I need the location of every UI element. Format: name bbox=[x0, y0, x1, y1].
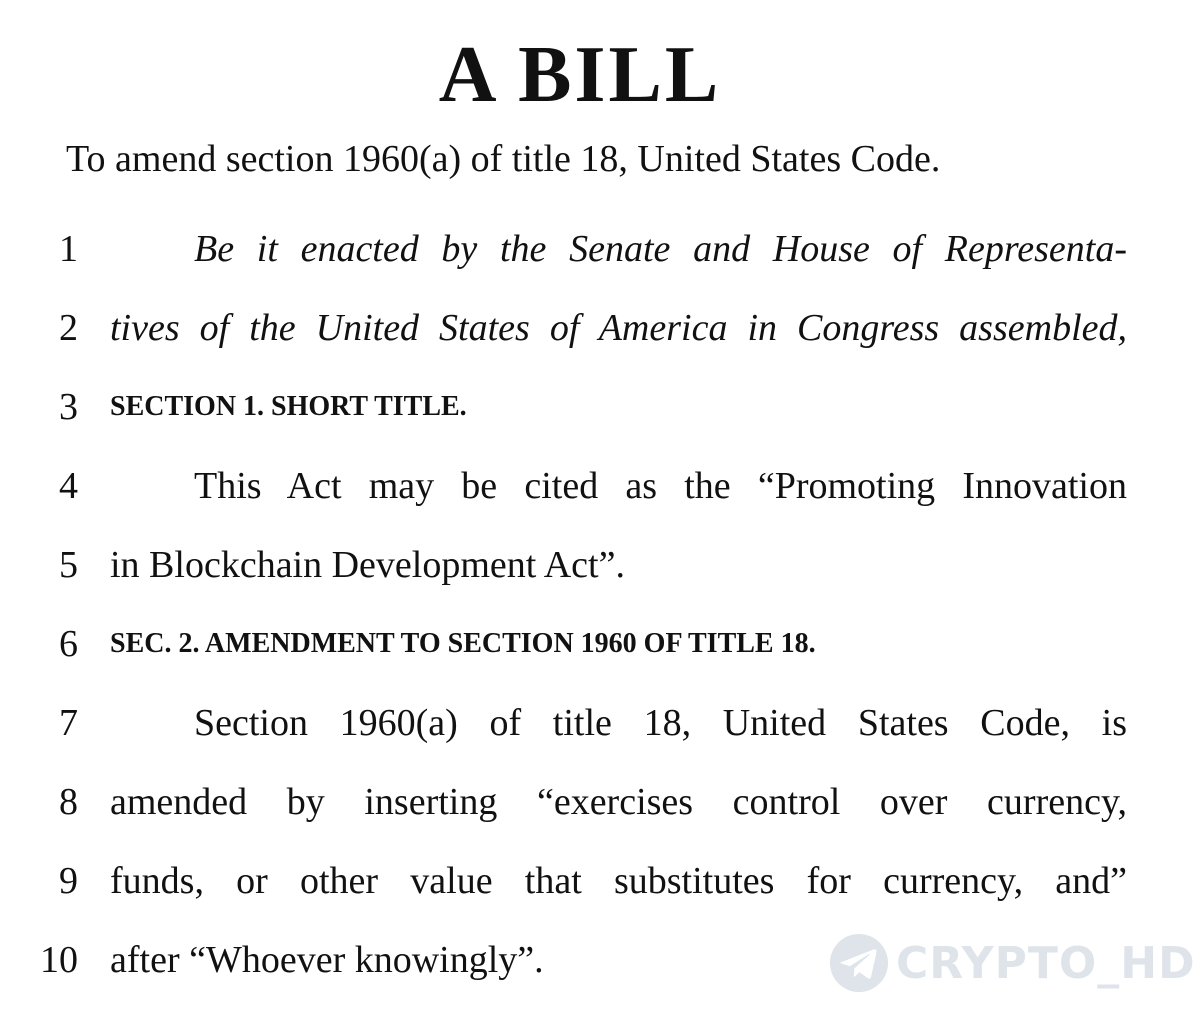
watermark-text: CRYPTO_HD bbox=[896, 937, 1196, 989]
line-text: funds, or other value that substitutes for currency, and” bbox=[110, 860, 1127, 902]
line-text: Section 1960(a) of title 18, United States Code, is bbox=[194, 702, 1127, 744]
bill-title: A BILL bbox=[438, 31, 722, 119]
line-number: 7 bbox=[59, 702, 78, 744]
bill-line bbox=[0, 305, 1200, 365]
line-number: 4 bbox=[59, 465, 78, 507]
line-text: amended by inserting “exercises control over currency, bbox=[110, 781, 1127, 823]
line-number: 1 bbox=[59, 228, 78, 270]
bill-line bbox=[0, 779, 1200, 839]
bill-line bbox=[0, 858, 1200, 918]
bill-line bbox=[0, 621, 1200, 681]
bill-line bbox=[0, 700, 1200, 760]
line-number: 5 bbox=[59, 544, 78, 586]
bill-line bbox=[0, 463, 1200, 523]
line-number: 3 bbox=[59, 386, 78, 428]
bill-line bbox=[0, 384, 1200, 444]
bill-line bbox=[0, 226, 1200, 286]
section-heading: SECTION 1. SHORT TITLE. bbox=[110, 391, 467, 422]
line-text: This Act may be cited as the “Promoting Innovation bbox=[194, 465, 1127, 507]
line-number: 8 bbox=[59, 781, 78, 823]
bill-purpose: To amend section 1960(a) of title 18, United States Code. bbox=[66, 138, 941, 180]
telegram-icon bbox=[828, 932, 890, 994]
line-number: 10 bbox=[40, 939, 78, 981]
line-text: Be it enacted by the Senate and House of Representa- bbox=[194, 228, 1127, 270]
line-text: tives of the United States of America in Congress assembled, bbox=[110, 307, 1127, 349]
watermark bbox=[828, 930, 1196, 996]
line-number: 6 bbox=[59, 623, 78, 665]
line-number: 2 bbox=[59, 307, 78, 349]
line-number: 9 bbox=[59, 860, 78, 902]
line-text: after “Whoever knowingly”. bbox=[110, 939, 544, 981]
section-heading: SEC. 2. AMENDMENT TO SECTION 1960 OF TITLE 18. bbox=[110, 628, 816, 659]
bill-line bbox=[0, 542, 1200, 602]
line-text: in Blockchain Development Act”. bbox=[110, 544, 625, 586]
